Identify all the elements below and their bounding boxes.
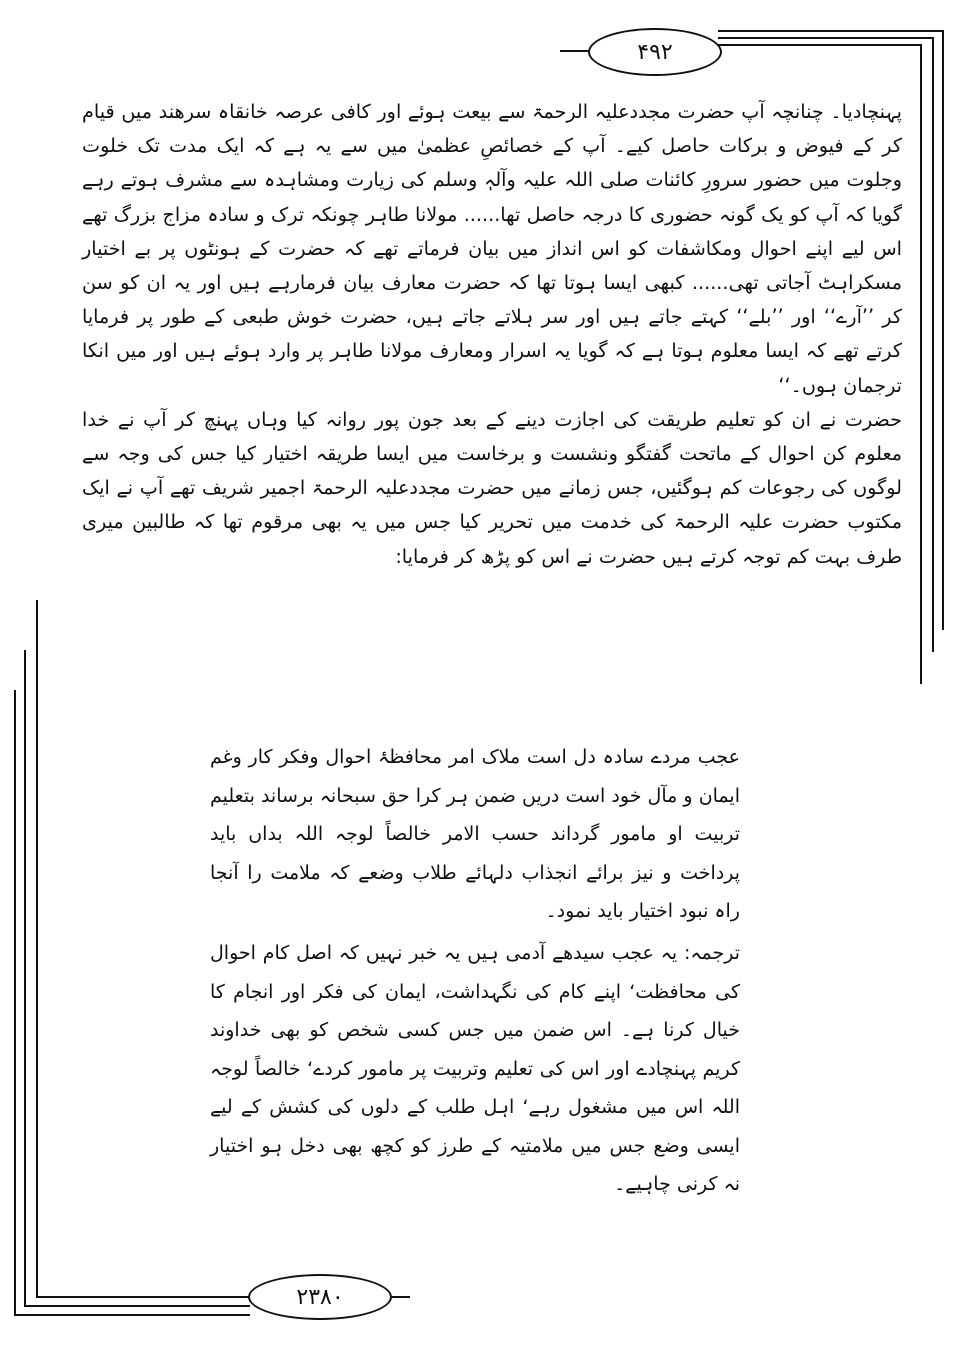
frame-right-line-middle	[932, 37, 934, 652]
frame-right-line-outer	[942, 30, 944, 630]
frame-left-line-outer	[14, 690, 16, 1316]
translation	[210, 934, 740, 1204]
paragraph-2: حضرت نے ان کو تعلیم طریقت کی اجازت دینے کے بعد جون پور روانہ کیا وہاں پہنچ کر آپ نے خدا معلوم کن احوال کے ماتحت گفتگو ونشست و برخاست میں ایسا طریقہ اختیار کیا جس کی وجہ سے لوگوں کی رجوعات کم ہوگئیں، جس زمانے میں حضرت مجددعلیہ الرحمۃ اجمیر شریف تھے آپ نے ایک مکتوب حضرت علیہ الرحمۃ کی خدمت میں تحریر کیا جس میں یہ بھی مرقوم تھا کہ طالبین میری طرف بہت کم توجہ کرتے ہیں حضرت نے اس کو پڑھ کر فرمایا:	[82, 407, 902, 568]
frame-right-line-inner	[920, 44, 922, 684]
persian-quote-text: عجب مردے سادہ دل است ملاک امر محافظۂ احوال وفکر کار وغم ایمان و مآل خود است دریں ضمن ہر کرا حق سبحانہ برساند بتعلیم تربیت او مامور گرداند حسب الامر خالصاً لوجہ اللہ بداں باید پرداخت و نیز برائے انجذاب دلہائے طلاب وضعے کہ ملامت را آنجا راہ نبود اختیار باید نمود۔	[210, 746, 740, 922]
main-text	[82, 95, 902, 574]
frame-left-line-inner	[36, 600, 38, 1297]
frame-top-left-tail	[560, 50, 590, 52]
frame-bottom-line-middle	[24, 1305, 250, 1307]
top-page-number: ۴۹۲	[588, 28, 722, 76]
frame-left-line-middle	[24, 650, 26, 1306]
persian-quote	[210, 738, 740, 931]
frame-bottom-line-outer	[14, 1314, 250, 1316]
translation-text: ترجمہ: یہ عجب سیدھے آدمی ہیں یہ خبر نہیں کہ اصل کام احوال کی محافظت‘ اپنے کام کی نگہداشت، ایمان کی فکر اور انجام کا خیال کرنا ہے۔ اس ضمن میں جس کسی شخص کو بھی خداوند کریم پہنچادے اور اس کی تعلیم وتربیت پر مامور کردے‘ خالصاً لوجہ اللہ اس میں مشغول رہے‘ اہل طلب کے دلوں کی کشش کے لیے ایسی وضع جس میں ملامتیہ کے طرز کو کچھ بھی دخل ہو اختیار نہ کرنی چاہیے۔	[210, 942, 740, 1195]
frame-top-line-outer	[718, 30, 944, 32]
frame-bottom-line-inner	[36, 1296, 250, 1298]
paragraph-1: پہنچادیا۔ چنانچہ آپ حضرت مجددعلیہ الرحمۃ سے بیعت ہوئے اور کافی عرصہ خانقاہ سرھند میں قیام کر کے فیوض و برکات حاصل کیے۔ آپ کے خصائصِ عظمیٰ میں سے یہ ہے کہ ایک مدت تک خلوت وجلوت میں حضور سرورِ کائنات صلی اللہ علیہ وآلہٖ وسلم کی زیارت ومشاہدہ سے مشرف ہوتے رہے گویا کہ آپ کو یک گونہ حضوری کا درجہ حاصل تھا...... مولانا طاہر چونکہ ترک و سادہ مزاج بزرگ تھے اس لیے اپنے احوال ومکاشفات کو اس انداز میں بیان فرماتے تھے کہ حضرت کے ہونٹوں پر بے اختیار مسکراہٹ آجاتی تھی...... کبھی ایسا ہوتا تھا کہ حضرت معارف بیان فرمارہے ہیں اور یہ ان کو سن کر ’’آرے‘‘ اور ’’بلے‘‘ کہتے جاتے ہیں اور سر ہلاتے جاتے ہیں، حضرت خوش طبعی کے طور پر فرمایا کرتے تھے کہ ایسا معلوم ہوتا ہے کہ گویا یہ اسرار ومعارف مولانا طاہر پر وارد ہوئے ہیں اور میں انکا ترجمان ہوں۔‘‘	[82, 100, 902, 397]
bottom-page-number: ۲۳۸۰	[248, 1274, 392, 1320]
frame-top-line-middle	[718, 37, 934, 39]
frame-top-line-inner	[718, 44, 922, 46]
